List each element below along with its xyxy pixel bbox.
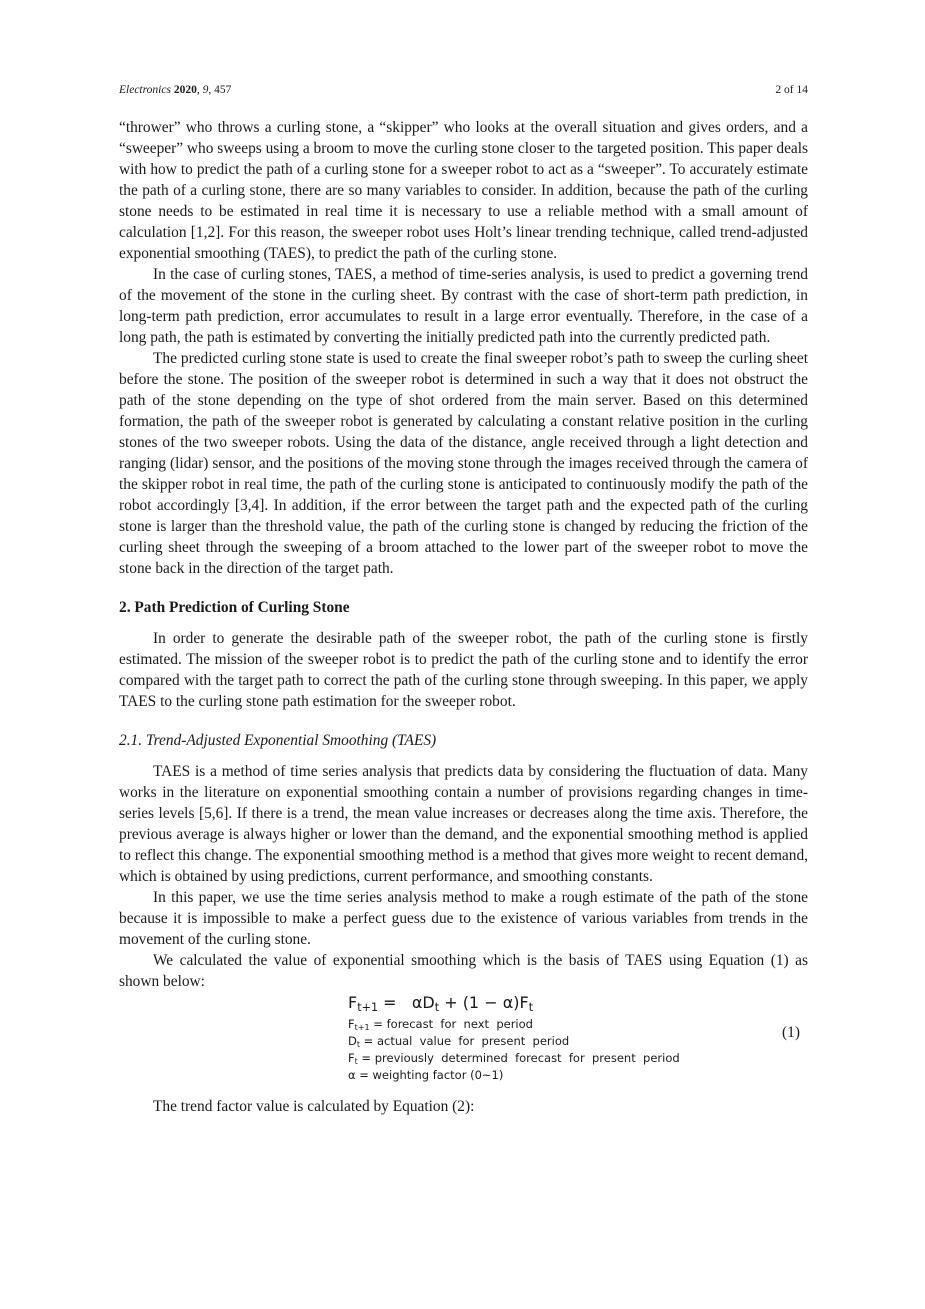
subsection-heading: 2.1. Trend-Adjusted Exponential Smoothing (TAES)	[119, 732, 437, 749]
article-number: 457	[214, 84, 232, 96]
paragraph-5: TAES is a method of time series analysis that predicts data by considering the fluctuation of data. Many works in the literature on exponential smoothing contain a number of provisions regarding changes in time-series levels [5,6]. If there is a trend, the mean value increases or decreases along the time axis. Therefore, the previous average is always higher or lower than the demand, and the exponential smoothing method is applied to reflect this change. The exponential smoothing method is a method that gives more weight to recent demand, which is obtained by using predictions, current performance, and smoothing constants.	[119, 763, 808, 885]
journal-citation: Electronics 2020, 9, 457	[119, 84, 232, 96]
page-number: 2 of 14	[775, 84, 808, 96]
equation-definition-3: $F_t$ = previously determined forecast for present period	[348, 1051, 680, 1066]
paragraph-8: The trend factor value is calculated by Equation (2):	[153, 1098, 475, 1115]
equation-definition-4: α = weighting factor (0~1)	[348, 1068, 504, 1082]
running-header	[119, 82, 808, 98]
paragraph-3: The predicted curling stone state is used to create the final sweeper robot’s path to sweep the curling sheet before the stone. The position of the sweeper robot is determined in such a way that it does not obstruct the path of the stone depending on the type of shot ordered from the main server. Based on this determined formation, the path of the sweeper robot is generated by calculating a constant relative position in the curling stones of the two sweeper robots. Using the data of the distance, angle received through a light detection and ranging (lidar) sensor, and the positions of the moving stone through the images received through the camera of the skipper robot in real time, the path of the curling stone is anticipated to continuously modify the path of the robot accordingly [3,4]. In addition, if the error between the target path and the expected path of the curling stone is larger than the threshold value, the path of the curling stone is changed by reducing the friction of the curling sheet through the sweeping of a broom attached to the lower part of the sweeper robot to move the stone back in the direction of the target path.	[119, 350, 808, 577]
journal-year: 2020	[173, 84, 197, 96]
equation-definition-1: $F_{t+1}$ = forecast for next period	[348, 1017, 533, 1032]
paragraph-6: In this paper, we use the time series analysis method to make a rough estimate of the path of the stone because it is impossible to make a perfect guess due to the existence of various variables from trends in the movement of the curling stone.	[119, 889, 808, 948]
equation-formula: $F_{t+1} = \alpha D_t + (1 - \alpha)F_t$	[348, 993, 534, 1014]
journal-volume: 9	[202, 84, 209, 96]
journal-name: Electronics	[119, 84, 171, 96]
equation-definition-2: $D_t$ = actual value for present period	[348, 1034, 570, 1049]
paragraph-1: “thrower” who throws a curling stone, a “skipper” who looks at the overall situation and gives orders, and a “sweeper” who sweeps using a broom to move the curling stone closer to the targeted position. This paper deals with how to predict the path of a curling stone for a sweeper robot to act as a “sweeper”. To accurately estimate the path of a curling stone, there are so many variables to consider. In addition, because the path of the curling stone needs to be estimated in real time it is necessary to use a reliable method with a small amount of calculation [1,2]. For this reason, the sweeper robot uses Holt’s linear trending technique, called trend-adjusted exponential smoothing (TAES), to predict the path of the curling stone.	[119, 119, 808, 262]
section-heading: 2. Path Prediction of Curling Stone	[119, 599, 350, 616]
equation-1	[119, 992, 808, 1082]
equation-number: (1)	[782, 1024, 800, 1041]
paragraph-4: In order to generate the desirable path of the sweeper robot, the path of the curling stone is firstly estimated. The mission of the sweeper robot is to predict the path of the curling stone and to identify the error compared with the target path to correct the path of the curling stone through sweeping. In this paper, we apply TAES to the curling stone path estimation for the sweeper robot.	[119, 630, 808, 710]
paragraph-7: We calculated the value of exponential smoothing which is the basis of TAES using Equation (1) as shown below:	[119, 952, 808, 990]
paragraph-2: In the case of curling stones, TAES, a method of time-series analysis, is used to predict a governing trend of the movement of the stone in the curling sheet. By contrast with the case of short-term path prediction, in long-term path prediction, error accumulates to result in a large error eventually. Therefore, in the case of a long path, the path is estimated by converting the initially predicted path into the currently predicted path.	[119, 266, 808, 346]
body-text	[119, 117, 808, 1117]
